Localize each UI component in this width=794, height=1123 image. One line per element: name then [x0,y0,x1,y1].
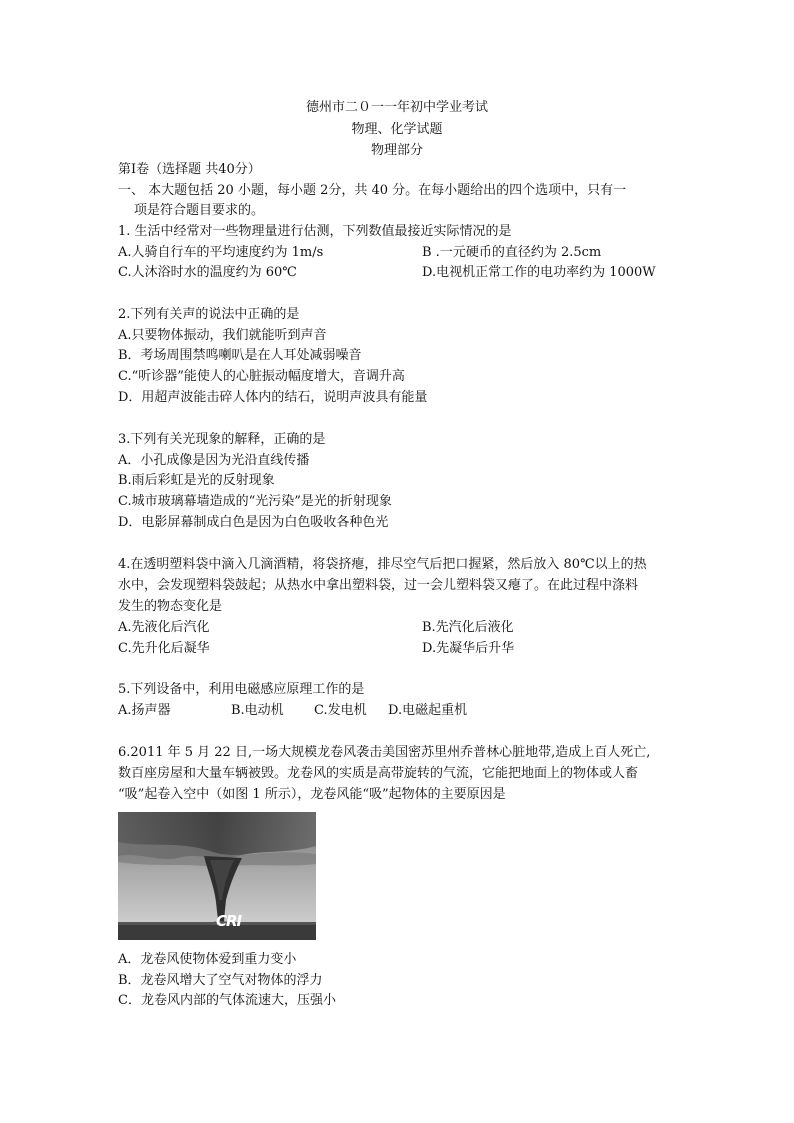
question-5-option-b: B.电动机 [231,703,284,718]
instruction-line-1: 一、 本大题包括 20 小题，每小题 2分，共 40 分。在每小题给出的四个选项中，只有一 [118,183,627,198]
question-5-option-c: C.发电机 [314,703,367,718]
question-4-option-b: B.先汽化后液化 [422,620,514,635]
question-3-option-d: D．电影屏幕制成白色是因为白色吸收各种色光 [118,515,389,530]
question-2-option-d: D．用超声波能击碎人体内的结石，说明声波具有能量 [118,390,428,405]
question-5-stem: 5.下列设备中，利用电磁感应原理工作的是 [118,682,365,697]
question-1-option-b: B .一元硬币的直径约为 2.5cm [422,245,602,260]
question-1-stem: 1. 生活中经常对一些物理量进行估测，下列数值最接近实际情况的是 [118,224,512,239]
question-6-option-a: A．龙卷风使物体爱到重力变小 [118,952,297,967]
question-4-option-a: A.先液化后汽化 [118,620,210,635]
question-5-option-a: A.扬声器 [118,703,171,718]
question-1-option-a: A.人骑自行车的平均速度约为 1m/s [118,245,324,260]
question-3-stem: 3.下列有关光现象的解释，正确的是 [118,432,326,447]
question-3-option-b: B.雨后彩虹是光的反射现象 [118,473,275,488]
question-6-option-b: B．龙卷风增大了空气对物体的浮力 [118,973,323,988]
question-4-stem-line-3: 发生的物态变化是 [118,599,223,614]
instruction-line-2: 项是符合题目要求的。 [134,203,265,218]
question-6-stem-line-1: 6.2011 年 5 月 22 日,一场大规模龙卷风袭击美国密苏里州乔普林心脏地带,造成上百人死亡, [118,745,651,760]
question-6-option-c: C．龙卷风内部的气体流速大，压强小 [118,993,336,1008]
tornado-photo [118,812,316,940]
question-3-option-a: A．小孔成像是因为光沿直线传播 [118,453,310,468]
question-2-option-a: A.只要物体振动，我们就能听到声音 [118,328,327,343]
question-5-option-d: D.电磁起重机 [388,703,468,718]
question-6-stem-line-2: 数百座房屋和大量车辆被毁。龙卷风的实质是高带旋转的气流，它能把地面上的物体或人畜 [118,766,639,781]
question-6-stem-line-3: “吸”起卷入空中（如图 1 所示），龙卷风能“吸”起物体的主要原因是 [118,787,506,802]
page-title: 德州市二０一一年初中学业考试 [305,100,488,115]
cri-logo: CRI [216,912,242,930]
question-3-option-c: C.城市玻璃幕墙造成的“光污染”是光的折射现象 [118,494,392,509]
question-1-option-c: C.人沐浴时水的温度约为 60℃ [118,265,297,280]
question-4-stem-line-1: 4.在透明塑料袋中滴入几滴酒精，将袋挤瘪，排尽空气后把口握紧，然后放入 80℃以上的热 [118,557,647,572]
question-1-option-d: D.电视机正常工作的电功率约为 1000W [422,265,656,280]
question-2-option-c: C.“听诊器”能使人的心脏振动幅度增大，音调升高 [118,369,405,384]
question-2-stem: 2.下列有关声的说法中正确的是 [118,307,300,322]
question-2-option-b: B．考场周围禁鸣喇叭是在人耳处减弱噪音 [118,348,362,363]
part-heading: 第Ⅰ卷（选择题 共40分） [118,162,261,177]
question-4-option-d: D.先凝华后升华 [422,641,515,656]
page-subtitle: 物理、化学试题 [351,122,443,137]
question-4-option-c: C.先升化后凝华 [118,641,210,656]
question-4-stem-line-2: 水中，会发现塑料袋鼓起；从热水中拿出塑料袋，过一会儿塑料袋又瘪了。在此过程中涤料 [118,578,639,593]
section-title: 物理部分 [370,143,423,158]
